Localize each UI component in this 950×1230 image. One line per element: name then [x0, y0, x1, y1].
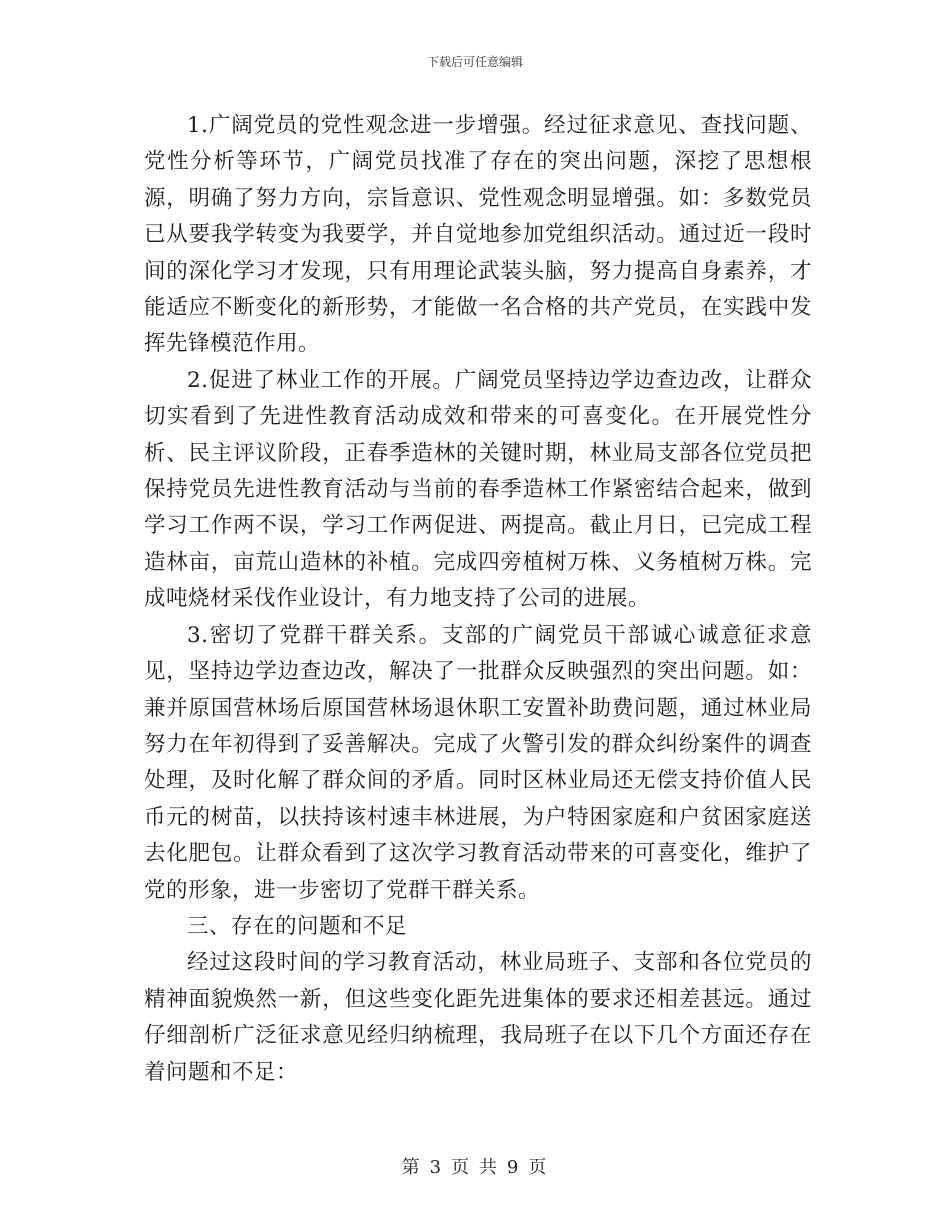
footer-suffix: 页 [528, 1157, 549, 1178]
footer-total-pages: 9 [506, 1157, 521, 1178]
paragraph-problems-intro: 经过这段时间的学习教育活动，林业局班子、支部和各位党员的精神面貌焕然一新，但这些变化距先进集体的要求还相差甚远。通过仔细剖析广泛征求意见经归纳梳理，我局班子在以下几个方面还存在着问题和不足： [144, 950, 812, 1085]
footer-prefix: 第 [401, 1157, 422, 1178]
section-heading-problems: 三、存在的问题和不足 [187, 913, 408, 939]
paragraph-forestry-work: 2.促进了林业工作的开展。广阔党员坚持边学边查边改，让群众切实看到了先进性教育活动成效和带来的可喜变化。在开展党性分析、民主评议阶段，正春季造林的关键时期，林业局支部各位党员把保持党员先进性教育活动与当前的春季造林工作紧密结合起来，做到学习工作两不误，学习工作两促进、两提高。截止月日，已完成工程造林亩，亩荒山造林的补植。完成四旁植树万株、义务植树万株。完成吨烧材采伐作业设计，有力地支持了公司的进展。 [144, 367, 812, 612]
page-footer [0, 1153, 950, 1179]
paragraph-party-awareness: 1.广阔党员的党性观念进一步增强。经过征求意见、查找问题、党性分析等环节，广阔党员找准了存在的突出问题，深挖了思想根源，明确了努力方向，宗旨意识、党性观念明显增强。如：多数党员已从要我学转变为我要学，并自觉地参加党组织活动。通过近一段时间的深化学习才发现，只有用理论武装头脑，努力提高自身素养，才能适应不断变化的新形势，才能做一名合格的共产党员，在实践中发挥先锋模范作用。 [144, 113, 812, 357]
paragraph-party-masses-relations: 3.密切了党群干群关系。支部的广阔党员干部诚心诚意征求意见，坚持边学边查边改，解决了一批群众反映强烈的突出问题。如：兼并原国营林场后原国营林场退休职工安置补助费问题，通过林业局努力在年初得到了妥善解决。完成了火警引发的群众纠纷案件的调查处理，及时化解了群众间的矛盾。同时区林业局还无偿支持价值人民币元的树苗，以扶持该村速丰林进展，为户特困家庭和户贫困家庭送去化肥包。让群众看到了这次学习教育活动带来的可喜变化，维护了党的形象，进一步密切了党群干群关系。 [144, 622, 812, 903]
footer-page-number: 3 [429, 1157, 444, 1178]
page-header: 下载后可任意编辑 [426, 55, 523, 69]
document-body [144, 108, 812, 1091]
footer-middle: 页 共 [451, 1157, 499, 1178]
